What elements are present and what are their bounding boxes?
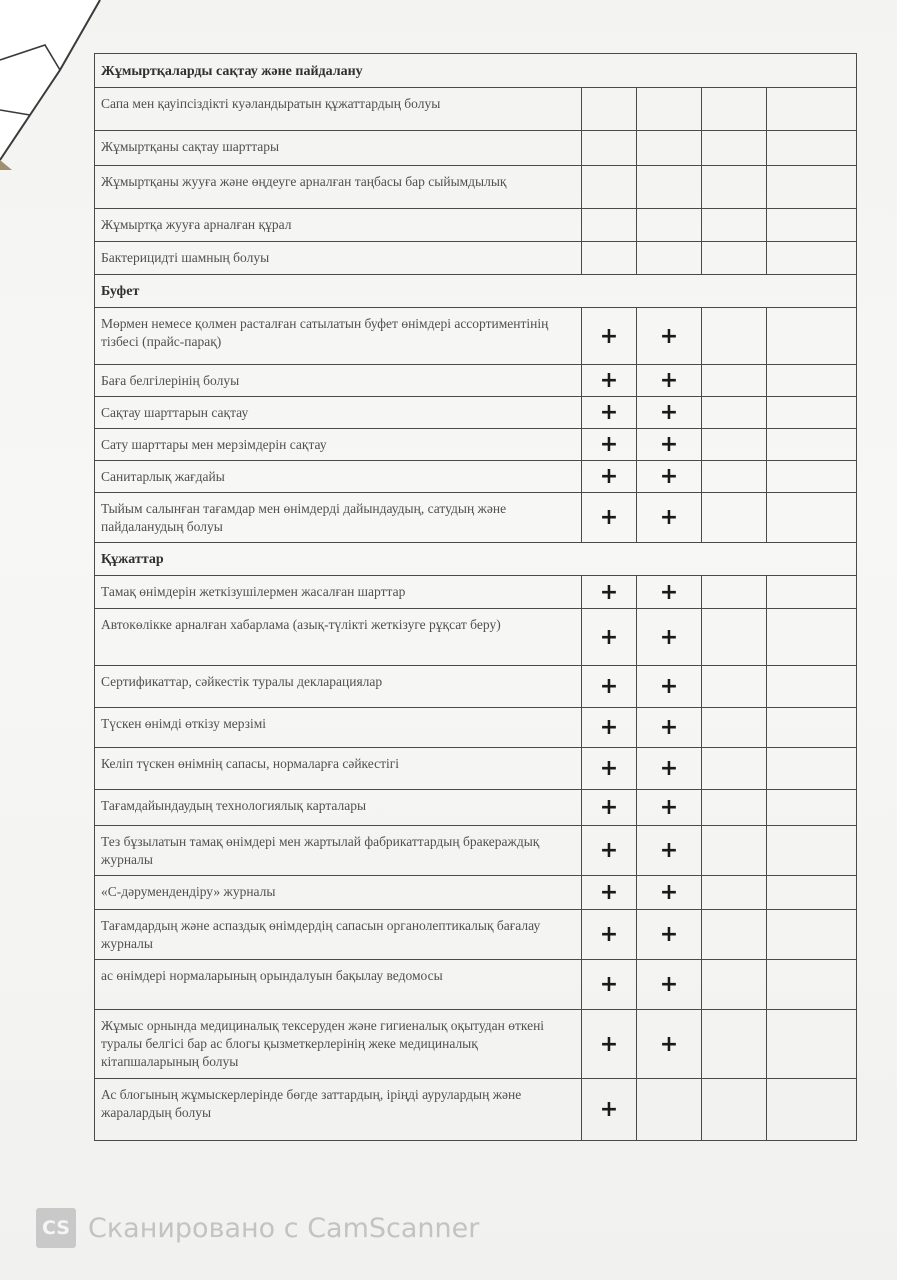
check-mark-cell (702, 1079, 767, 1141)
requirement-label (95, 1010, 582, 1079)
check-mark-cell (702, 876, 767, 910)
checklist-row (95, 166, 857, 209)
requirement-text: Мөрмен немесе қолмен расталған сатылатын буфет өнімдері ассортиментінің тізбесі (прайс-парақ) (101, 316, 549, 349)
section-title: Буфет (95, 275, 857, 308)
check-mark-cell (582, 166, 637, 209)
checklist-row (95, 365, 857, 397)
checklist-row (95, 429, 857, 461)
camscanner-watermark (36, 1206, 479, 1250)
check-mark-cell (767, 365, 857, 397)
check-mark-cell (702, 308, 767, 365)
check-mark-cell (767, 609, 857, 666)
check-mark-cell (767, 576, 857, 609)
check-mark-cell: + (582, 666, 637, 708)
check-mark-cell (702, 166, 767, 209)
checklist-row (95, 876, 857, 910)
checklist-row (95, 397, 857, 429)
check-mark-cell (702, 609, 767, 666)
check-mark-cell: + (637, 493, 702, 543)
requirement-text: Түскен өнімді өткізу мерзімі (101, 716, 267, 731)
check-mark-cell (767, 493, 857, 543)
section-header-row (95, 275, 857, 308)
check-mark-cell: + (637, 960, 702, 1010)
check-mark-cell (767, 308, 857, 365)
check-mark-cell (637, 1079, 702, 1141)
check-mark-cell (637, 166, 702, 209)
check-mark-cell: + (582, 429, 637, 461)
check-mark-cell: + (637, 397, 702, 429)
check-mark-cell (767, 397, 857, 429)
requirement-label (95, 960, 582, 1010)
requirement-label (95, 429, 582, 461)
check-mark-cell (702, 910, 767, 960)
requirement-text: Жұмыс орнында медициналық тексеруден және гигиеналық оқытудан өткені туралы белгісі бар ас блогы қызметкерлерінің жеке медициналық кітапшаларының болуы (101, 1018, 545, 1069)
requirement-label (95, 131, 582, 166)
requirement-text: Келіп түскен өнімнің сапасы, нормаларға сәйкестігі (101, 756, 400, 771)
check-mark-cell: + (637, 365, 702, 397)
check-mark-cell: + (637, 1010, 702, 1079)
check-mark-cell: + (582, 397, 637, 429)
requirement-text: Автокөлікке арналған хабарлама (азық-түлікті жеткізуге рұқсат беру) (101, 617, 501, 632)
requirement-text: Сертификаттар, сәйкестік туралы декларациялар (101, 674, 383, 689)
check-mark-cell (702, 461, 767, 493)
check-mark-cell: + (637, 748, 702, 790)
check-mark-cell: + (637, 910, 702, 960)
check-mark-cell: + (637, 876, 702, 910)
requirement-text: Тамақ өнімдерін жеткізушілермен жасалған шарттар (101, 584, 406, 599)
check-mark-cell (767, 461, 857, 493)
requirement-text: Жұмыртқаны сақтау шарттары (101, 139, 280, 154)
check-mark-cell: + (582, 365, 637, 397)
requirement-text: Тағамдардың және аспаздық өнімдердің сапасын органолептикалық бағалау журналы (101, 918, 541, 951)
check-mark-cell: + (582, 748, 637, 790)
inspection-checklist-table (94, 53, 857, 1141)
check-mark-cell: + (637, 790, 702, 826)
check-mark-cell (702, 960, 767, 1010)
check-mark-cell (767, 910, 857, 960)
check-mark-cell: + (582, 493, 637, 543)
check-mark-cell (767, 1010, 857, 1079)
requirement-text: Жұмыртқаны жууға және өңдеуге арналған таңбасы бар сыйымдылық (101, 174, 507, 189)
camscanner-logo-icon: CS (36, 1208, 76, 1248)
requirement-label (95, 493, 582, 543)
check-mark-cell (767, 88, 857, 131)
requirement-label (95, 576, 582, 609)
check-mark-cell (767, 131, 857, 166)
check-mark-cell: + (637, 308, 702, 365)
requirement-label (95, 910, 582, 960)
check-mark-cell: + (637, 461, 702, 493)
checklist-row (95, 609, 857, 666)
checklist-row (95, 708, 857, 748)
checklist-row (95, 1079, 857, 1141)
section-title: Құжаттар (95, 543, 857, 576)
check-mark-cell (582, 209, 637, 242)
check-mark-cell (582, 242, 637, 275)
requirement-text: «С-дәрумендендіру» журналы (101, 884, 276, 899)
check-mark-cell (582, 131, 637, 166)
requirement-text: Баға белгілерінің болуы (101, 373, 240, 388)
requirement-label (95, 461, 582, 493)
requirement-label (95, 748, 582, 790)
check-mark-cell: + (582, 960, 637, 1010)
requirement-label (95, 826, 582, 876)
check-mark-cell (702, 397, 767, 429)
check-mark-cell (767, 748, 857, 790)
requirement-text: Тағамдайындаудың технологиялық карталары (101, 798, 367, 813)
section-header-row (95, 54, 857, 88)
requirement-label (95, 397, 582, 429)
check-mark-cell: + (582, 790, 637, 826)
checklist-row (95, 910, 857, 960)
requirement-label (95, 209, 582, 242)
requirement-text: Сапа мен қауіпсіздікті куәландыратын құжаттардың болуы (101, 96, 441, 111)
checklist-row (95, 960, 857, 1010)
checklist-row (95, 209, 857, 242)
check-mark-cell (702, 493, 767, 543)
requirement-text: Бактерицидті шамның болуы (101, 250, 270, 265)
check-mark-cell: + (582, 308, 637, 365)
checklist-row (95, 1010, 857, 1079)
check-mark-cell (702, 576, 767, 609)
check-mark-cell: + (582, 910, 637, 960)
check-mark-cell: + (582, 609, 637, 666)
check-mark-cell: + (637, 666, 702, 708)
checklist-row (95, 666, 857, 708)
check-mark-cell: + (582, 461, 637, 493)
section-title: Жұмыртқаларды сақтау және пайдалану (95, 54, 857, 88)
check-mark-cell: + (582, 876, 637, 910)
check-mark-cell (767, 708, 857, 748)
check-mark-cell (702, 88, 767, 131)
check-mark-cell (767, 960, 857, 1010)
check-mark-cell (582, 88, 637, 131)
check-mark-cell: + (582, 576, 637, 609)
requirement-label (95, 308, 582, 365)
requirement-label (95, 876, 582, 910)
check-mark-cell (702, 1010, 767, 1079)
requirement-label (95, 242, 582, 275)
section-header-row (95, 543, 857, 576)
check-mark-cell (767, 429, 857, 461)
check-mark-cell (702, 748, 767, 790)
check-mark-cell (702, 708, 767, 748)
requirement-text: Тез бұзылатын тамақ өнімдері мен жартылай фабрикаттардың бракераждық журналы (101, 834, 540, 867)
check-mark-cell: + (582, 1010, 637, 1079)
requirement-text: Санитарлық жағдайы (101, 469, 225, 484)
requirement-label (95, 609, 582, 666)
requirement-label (95, 166, 582, 209)
checklist-row (95, 308, 857, 365)
check-mark-cell: + (582, 708, 637, 748)
checklist-row (95, 242, 857, 275)
check-mark-cell (767, 826, 857, 876)
requirement-text: Жұмыртқа жууға арналған құрал (101, 217, 292, 232)
requirement-label (95, 88, 582, 131)
check-mark-cell (702, 429, 767, 461)
check-mark-cell (767, 209, 857, 242)
check-mark-cell (702, 790, 767, 826)
requirement-label (95, 1079, 582, 1141)
check-mark-cell: + (637, 576, 702, 609)
check-mark-cell (702, 365, 767, 397)
requirement-text: Тыйым салынған тағамдар мен өнімдерді дайындаудың, сатудың және пайдаланудың болуы (101, 501, 507, 534)
checklist-row (95, 131, 857, 166)
check-mark-cell (637, 209, 702, 242)
check-mark-cell: + (637, 609, 702, 666)
checklist-row (95, 826, 857, 876)
check-mark-cell (637, 242, 702, 275)
check-mark-cell (767, 242, 857, 275)
requirement-label (95, 708, 582, 748)
check-mark-cell: + (582, 1079, 637, 1141)
checklist-row (95, 790, 857, 826)
check-mark-cell: + (637, 826, 702, 876)
check-mark-cell (767, 166, 857, 209)
requirement-text: Ас блогының жұмыскерлерінде бөгде заттардың, іріңді аурулардың және жаралардың болуы (101, 1087, 522, 1120)
check-mark-cell (767, 1079, 857, 1141)
requirement-text: Сақтау шарттарын сақтау (101, 405, 249, 420)
checklist-row (95, 576, 857, 609)
requirement-label (95, 365, 582, 397)
checklist-row (95, 88, 857, 131)
checklist-row (95, 748, 857, 790)
check-mark-cell (637, 88, 702, 131)
requirement-label (95, 790, 582, 826)
check-mark-cell (767, 790, 857, 826)
checklist-row (95, 461, 857, 493)
requirement-text: Сату шарттары мен мерзімдерін сақтау (101, 437, 327, 452)
check-mark-cell (767, 666, 857, 708)
checklist-row (95, 493, 857, 543)
check-mark-cell (702, 242, 767, 275)
check-mark-cell: + (582, 826, 637, 876)
check-mark-cell (702, 666, 767, 708)
check-mark-cell: + (637, 429, 702, 461)
check-mark-cell: + (637, 708, 702, 748)
check-mark-cell (702, 826, 767, 876)
check-mark-cell (637, 131, 702, 166)
requirement-label (95, 666, 582, 708)
check-mark-cell (767, 876, 857, 910)
camscanner-text: Сканировано с CamScanner (88, 1212, 480, 1244)
check-mark-cell (702, 131, 767, 166)
check-mark-cell (702, 209, 767, 242)
requirement-text: ас өнімдері нормаларының орындалуын бақылау ведомосы (101, 968, 443, 983)
